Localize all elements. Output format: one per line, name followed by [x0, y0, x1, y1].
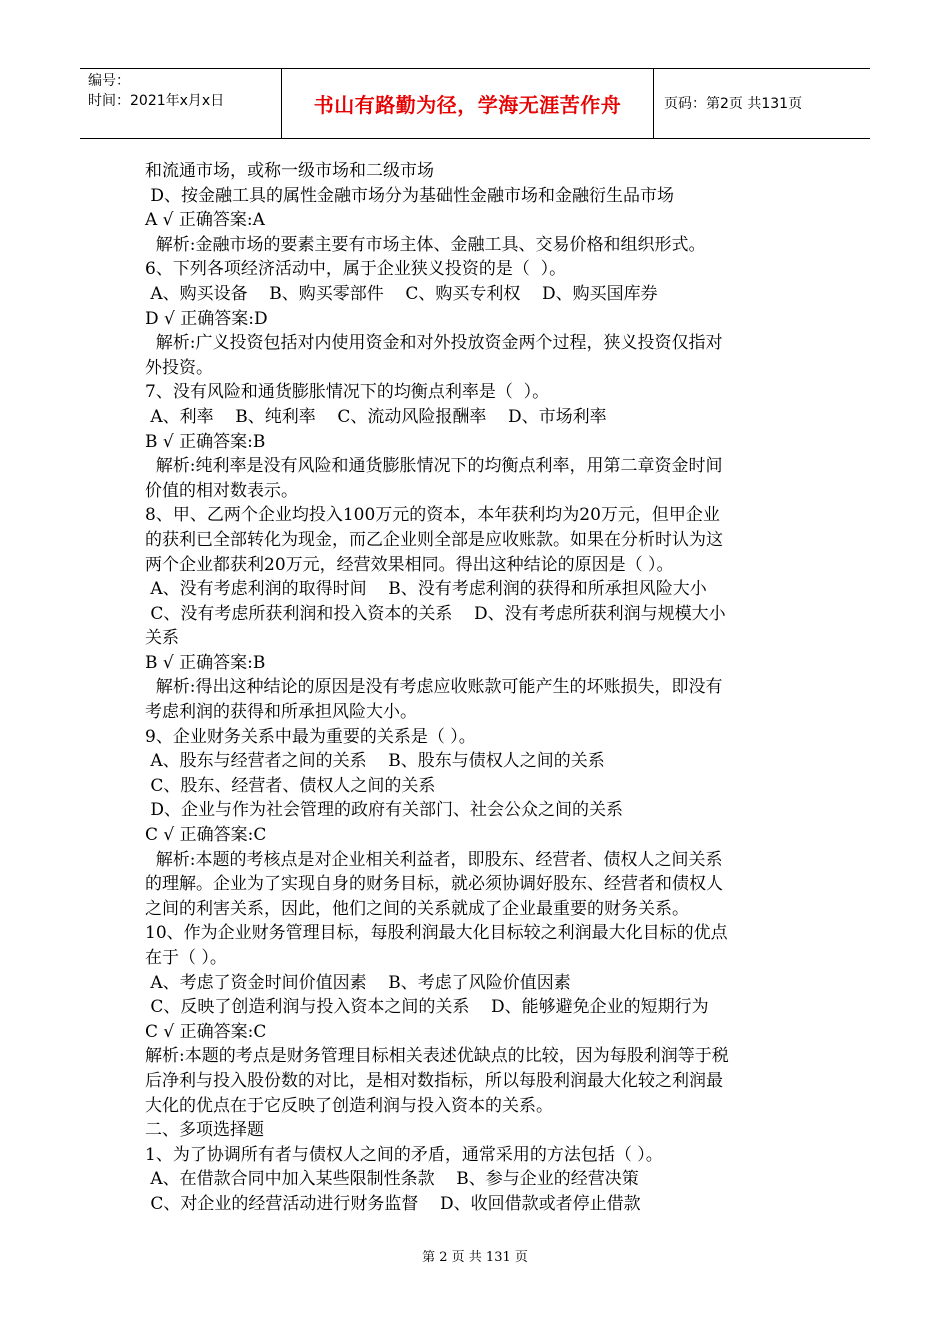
- body-line: 外投资。: [145, 357, 213, 378]
- body-line: 的理解。企业为了实现自身的财务目标，就必须协调好股东、经营者和债权人: [145, 874, 723, 895]
- body-line: 价值的相对数表示。: [145, 480, 298, 501]
- body-line: B √ 正确答案:B: [145, 652, 266, 673]
- body-line: 之间的利害关系，因此，他们之间的关系就成了企业最重要的财务关系。: [145, 898, 689, 919]
- page-header: [80, 68, 870, 139]
- body-line: 解析:金融市场的要素主要有市场主体、金融工具、交易价格和组织形式。: [145, 234, 706, 255]
- body-line: C、没有考虑所获利润和投入资本的关系 D、没有考虑所获利润与规模大小: [145, 603, 726, 624]
- header-motto: 书山有路勤为径，学海无涯苦作舟: [313, 93, 622, 117]
- body-line: C、反映了创造利润与投入资本之间的关系 D、能够避免企业的短期行为: [145, 997, 709, 1018]
- body-line: C √ 正确答案:C: [145, 825, 267, 846]
- body-line: A、利率 B、纯利率 C、流动风险报酬率 D、市场利率: [145, 406, 607, 427]
- body-line: 9、企业财务关系中最为重要的关系是（ ）。: [145, 726, 476, 747]
- body-line: 解析:得出这种结论的原因是没有考虑应收账款可能产生的坏账损失，即没有: [145, 677, 723, 698]
- body-line: 的获利已全部转化为现金，而乙企业则全部是应收账款。如果在分析时认为这: [145, 529, 723, 550]
- body-line: 后净利与投入股份数的对比，是相对数指标，所以每股利润最大化较之利润最: [145, 1070, 723, 1091]
- body-line: A、没有考虑利润的取得时间 B、没有考虑利润的获得和所承担风险大小: [145, 579, 707, 600]
- body-line: A、考虑了资金时间价值因素 B、考虑了风险价值因素: [145, 972, 571, 993]
- document-number-label: 编号：: [88, 73, 130, 89]
- header-meta: [80, 69, 282, 138]
- document-body: [145, 159, 810, 1217]
- body-line: A、股东与经营者之间的关系 B、股东与债权人之间的关系: [145, 751, 605, 772]
- header-page-cell: [654, 69, 870, 138]
- header-page-info: 页码：第2页 共131页: [664, 95, 803, 112]
- body-line: A √ 正确答案:A: [145, 210, 265, 231]
- body-line: 在于（ ）。: [145, 948, 227, 968]
- body-line: A、购买设备 B、购买零部件 C、购买专利权 D、购买国库券: [145, 283, 658, 304]
- body-line: 7、没有风险和通货膨胀情况下的均衡点利率是（ ）。: [145, 382, 550, 403]
- body-line: D √ 正确答案:D: [145, 308, 268, 329]
- body-line: 10、作为企业财务管理目标，每股利润最大化目标较之利润最大化目标的优点: [145, 923, 728, 944]
- body-line: C、对企业的经营活动进行财务监督 D、收回借款或者停止借款: [145, 1193, 641, 1214]
- body-line: 解析:纯利率是没有风险和通货膨胀情况下的均衡点利率，用第二章资金时间: [145, 456, 723, 477]
- body-line: C √ 正确答案:C: [145, 1021, 267, 1042]
- page-footer: 第 2 页 共 131 页: [422, 1250, 528, 1265]
- body-line: C、股东、经营者、债权人之间的关系: [145, 775, 436, 796]
- body-line: 大化的优点在于它反映了创造利润与投入资本的关系。: [145, 1095, 553, 1116]
- body-line: A、在借款合同中加入某些限制性条款 B、参与企业的经营决策: [145, 1169, 639, 1190]
- body-line: 解析:本题的考点是财务管理目标相关表述优缺点的比较，因为每股利润等于税: [145, 1046, 729, 1067]
- body-line: 8、甲、乙两个企业均投入100万元的资本，本年获利均为20万元，但甲企业: [145, 505, 720, 526]
- body-line: 关系: [145, 628, 179, 649]
- header-motto-cell: [282, 69, 654, 138]
- body-line: 解析:本题的考核点是对企业相关利益者，即股东、经营者、债权人之间关系: [145, 849, 723, 870]
- body-line: D、按金融工具的属性金融市场分为基础性金融市场和金融衍生品市场: [145, 185, 675, 206]
- body-line: 二、多项选择题: [145, 1120, 264, 1141]
- document-time-label: 时间：2021年x月x日: [88, 93, 225, 109]
- body-line: 1、为了协调所有者与债权人之间的矛盾，通常采用的方法包括（ ）。: [145, 1144, 663, 1165]
- body-line: 两个企业都获利20万元，经营效果相同。得出这种结论的原因是（ ）。: [145, 554, 674, 575]
- body-line: 6、下列各项经济活动中，属于企业狭义投资的是（ ）。: [145, 259, 567, 280]
- body-line: 和流通市场，或称一级市场和二级市场: [145, 161, 434, 181]
- body-line: 解析:广义投资包括对内使用资金和对外投放资金两个过程，狭义投资仅指对: [145, 333, 723, 354]
- body-line: 考虑利润的获得和所承担风险大小。: [145, 702, 417, 723]
- body-line: B √ 正确答案:B: [145, 431, 266, 452]
- body-line: D、企业与作为社会管理的政府有关部门、社会公众之间的关系: [145, 800, 624, 821]
